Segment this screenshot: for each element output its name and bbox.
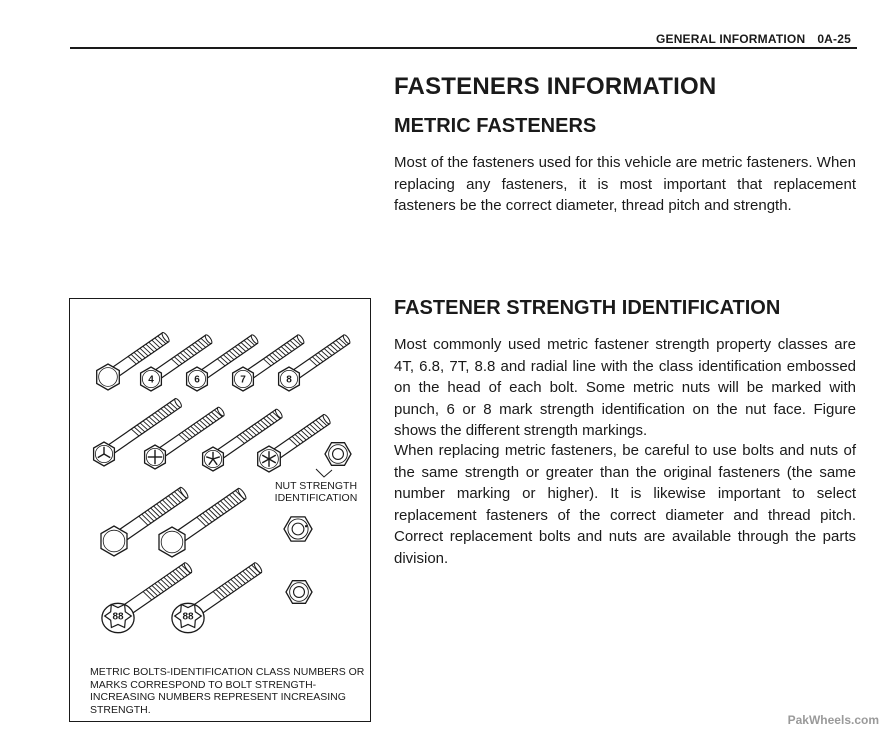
header-section: GENERAL INFORMATION <box>655 32 806 46</box>
nut <box>325 443 351 466</box>
nut-hole <box>294 587 305 598</box>
header-text <box>656 32 851 46</box>
fastener-illustration <box>70 299 372 723</box>
nut-hole <box>333 449 344 460</box>
bolt-head-mark: 7 <box>240 374 246 386</box>
bolt-head-mark: 6 <box>194 374 200 386</box>
bolt-row-radial-lines <box>94 398 332 472</box>
header-page-number: 0A-25 <box>817 32 851 46</box>
heading-metric-fasteners: METRIC FASTENERS <box>394 115 597 137</box>
bolt-head-mark: 8 <box>286 374 292 386</box>
nut-strength-label: NUT STRENGTH IDENTIFICATION <box>274 480 358 504</box>
page-header <box>70 30 857 49</box>
paragraph-replacement-advice: When replacing metric fasteners, be careful to use bolts and nuts of the same strength or greater than the original fasteners (the same number marking or higher). It is likewise important to select replacement fasteners of the correct diameter and thread pitch. Correct replacement bolts and nuts are available through the parts division. <box>394 442 856 567</box>
bolt-row-flange <box>102 562 263 633</box>
watermark: PakWheels.com <box>787 713 879 727</box>
nut-punch-mark <box>305 525 307 527</box>
fastener-figure <box>69 298 371 722</box>
paragraph-strength-classes: Most commonly used metric fastener strength property classes are 4T, 6.8, 7T, 8.8 and radial line with the class identification embossed on the head of each bolt. Some metric nuts will be marked with punch, 6 or 8 mark strength identification on the nut face. Figure shows the different strength markings. <box>394 336 856 440</box>
page-title: FASTENERS INFORMATION <box>394 73 717 100</box>
bolt-row-numbered <box>97 332 351 391</box>
bolt-head-mark: 88 <box>182 611 194 623</box>
nut-group <box>284 443 351 604</box>
bolt <box>94 398 183 466</box>
bolt-head-mark: 4 <box>148 374 154 386</box>
nut-hole <box>292 523 304 535</box>
heading-strength-identification: FASTENER STRENGTH IDENTIFICATION <box>394 297 781 319</box>
nut <box>284 517 312 541</box>
bolt-row-plain <box>101 486 247 557</box>
figure-caption: METRIC BOLTS-IDENTIFICATION CLASS NUMBERS OR MARKS CORRESPOND TO BOLT STRENGTH-INCREASING NUMBERS REPRESENT INCREASING STRENGTH. <box>90 666 365 716</box>
nut <box>286 581 312 604</box>
nut-callout-arrow <box>316 469 332 477</box>
bolt-head-mark: 88 <box>112 611 124 623</box>
paragraph-metric-fasteners: Most of the fasteners used for this vehicle are metric fasteners. When replacing any fasteners, it is most important that replacement fasteners be the correct diameter, thread pitch and strength. <box>394 154 856 215</box>
